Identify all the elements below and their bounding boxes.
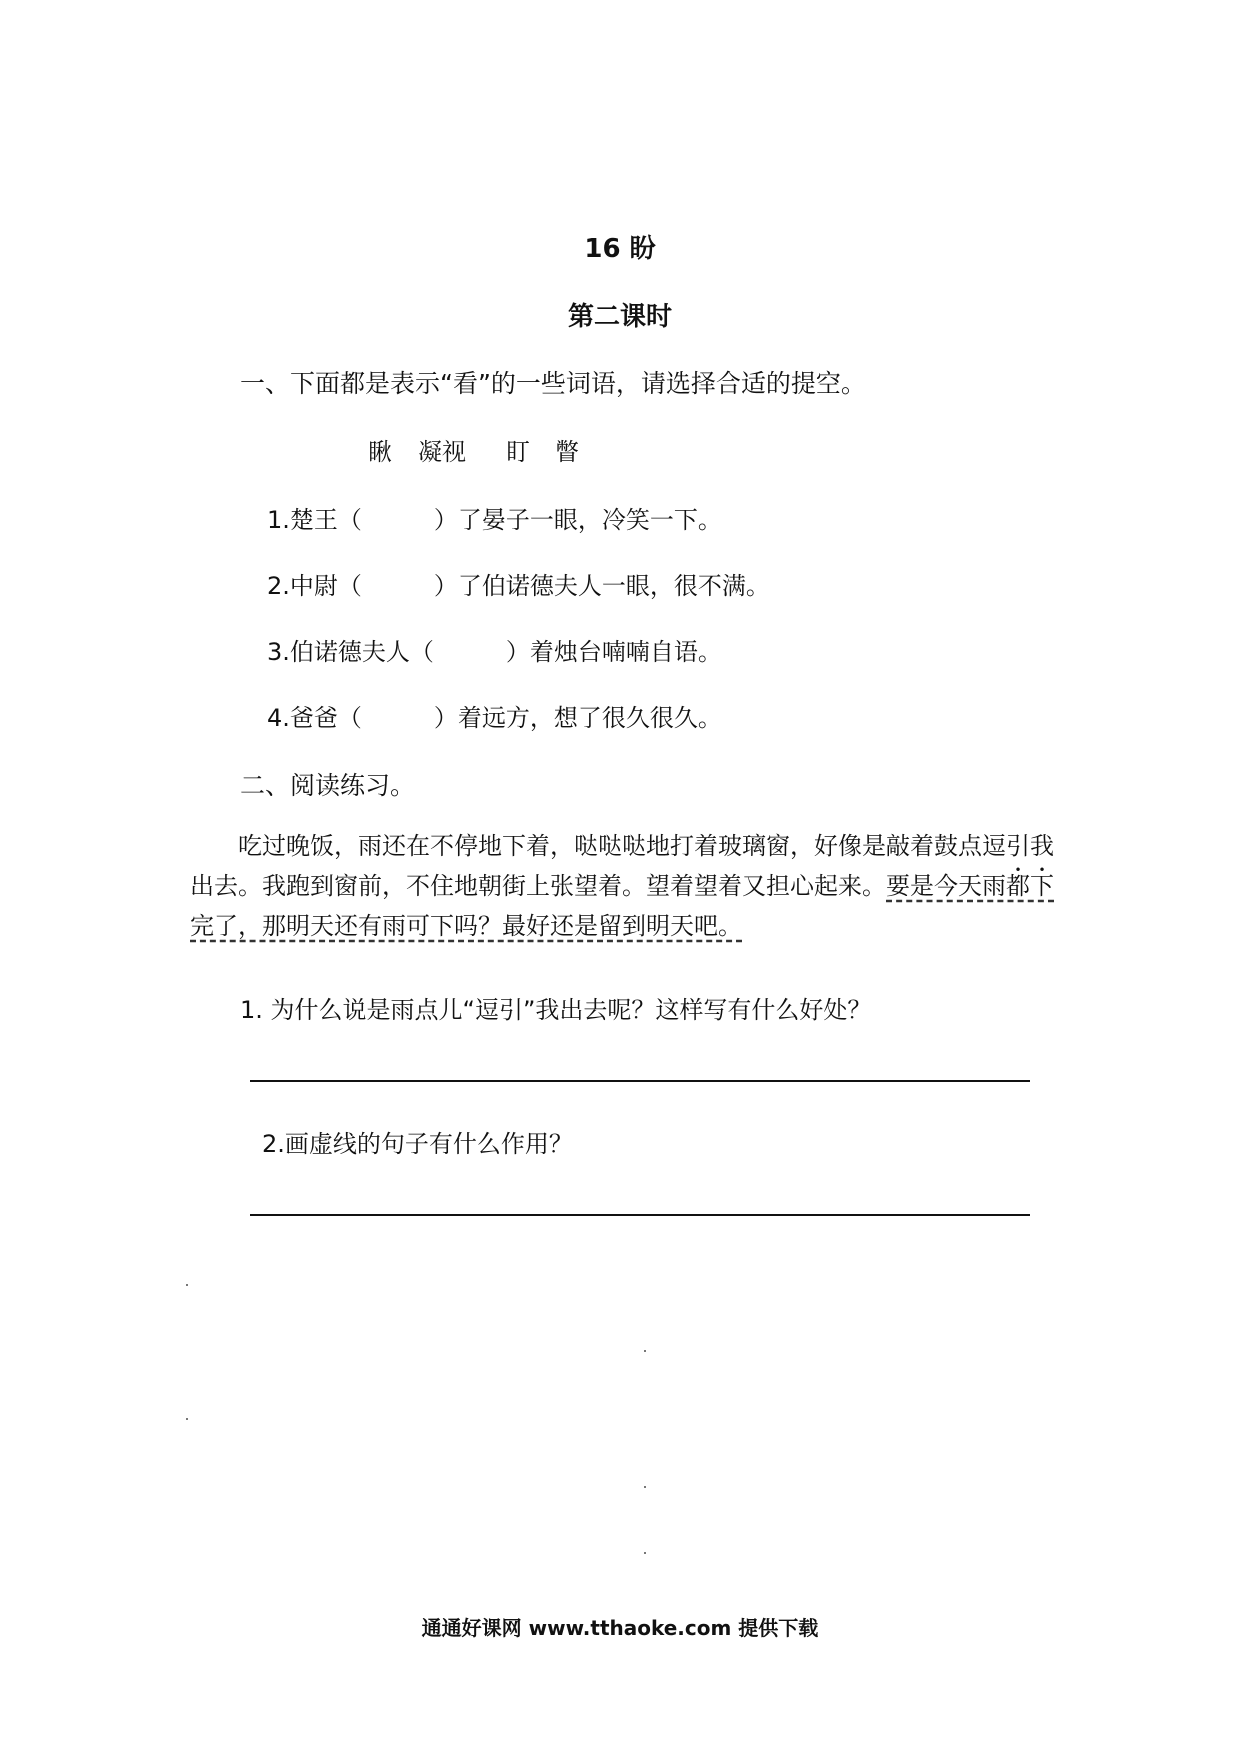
word-option: 瞥 bbox=[555, 438, 579, 466]
footer-credit: 通通好课网 www.tthaoke.com 提供下载 bbox=[421, 1616, 819, 1640]
scan-speck bbox=[644, 1350, 646, 1352]
reading-passage bbox=[190, 826, 1060, 946]
answer-line bbox=[250, 1080, 1030, 1082]
scan-speck bbox=[186, 1284, 188, 1286]
reading-question: 1. 为什么说是雨点儿“逗引”我出去呢？这样写有什么好处？ bbox=[240, 996, 872, 1024]
section2-heading: 二、阅读练习。 bbox=[240, 771, 416, 800]
word-option: 瞅 bbox=[368, 438, 392, 466]
emphasized-char: 逗 bbox=[982, 832, 1006, 860]
fill-blank-item: 3.伯诺德夫人（ ）着烛台喃喃自语。 bbox=[267, 638, 722, 666]
fill-blank-item: 2.中尉（ ）了伯诺德夫人一眼，很不满。 bbox=[267, 572, 770, 600]
fill-blank-item: 4.爸爸（ ）着远方，想了很久很久。 bbox=[267, 704, 722, 732]
lesson-subtitle: 第二课时 bbox=[567, 302, 672, 332]
fill-blank-item: 1.楚王（ ）了晏子一眼，冷笑一下。 bbox=[267, 506, 722, 534]
passage-text: 吃过晚饭，雨还在不停地下着，哒哒哒地打着玻璃窗，好像是敲着鼓点 bbox=[238, 832, 982, 860]
word-option: 盯 bbox=[506, 438, 530, 466]
word-option: 凝视 bbox=[418, 438, 466, 466]
dashed-sentence: 要是今天雨都下完了，那明天还有雨可下吗？最好还是留到明天吧。 bbox=[190, 872, 1054, 940]
scan-speck bbox=[644, 1552, 646, 1554]
passage-text: 我出去。我跑到窗前，不住地朝街上张望着。望着望着又担心起来。 bbox=[190, 832, 1054, 900]
emphasized-char: 引 bbox=[1006, 832, 1030, 860]
page-title: 16 盼 bbox=[584, 234, 656, 264]
answer-line bbox=[250, 1214, 1030, 1216]
scan-speck bbox=[644, 1486, 646, 1488]
scan-speck bbox=[186, 1418, 188, 1420]
section1-heading: 一、下面都是表示“看”的一些词语，请选择合适的提空。 bbox=[240, 369, 866, 398]
reading-question: 2.画虚线的句子有什么作用？ bbox=[262, 1130, 573, 1158]
